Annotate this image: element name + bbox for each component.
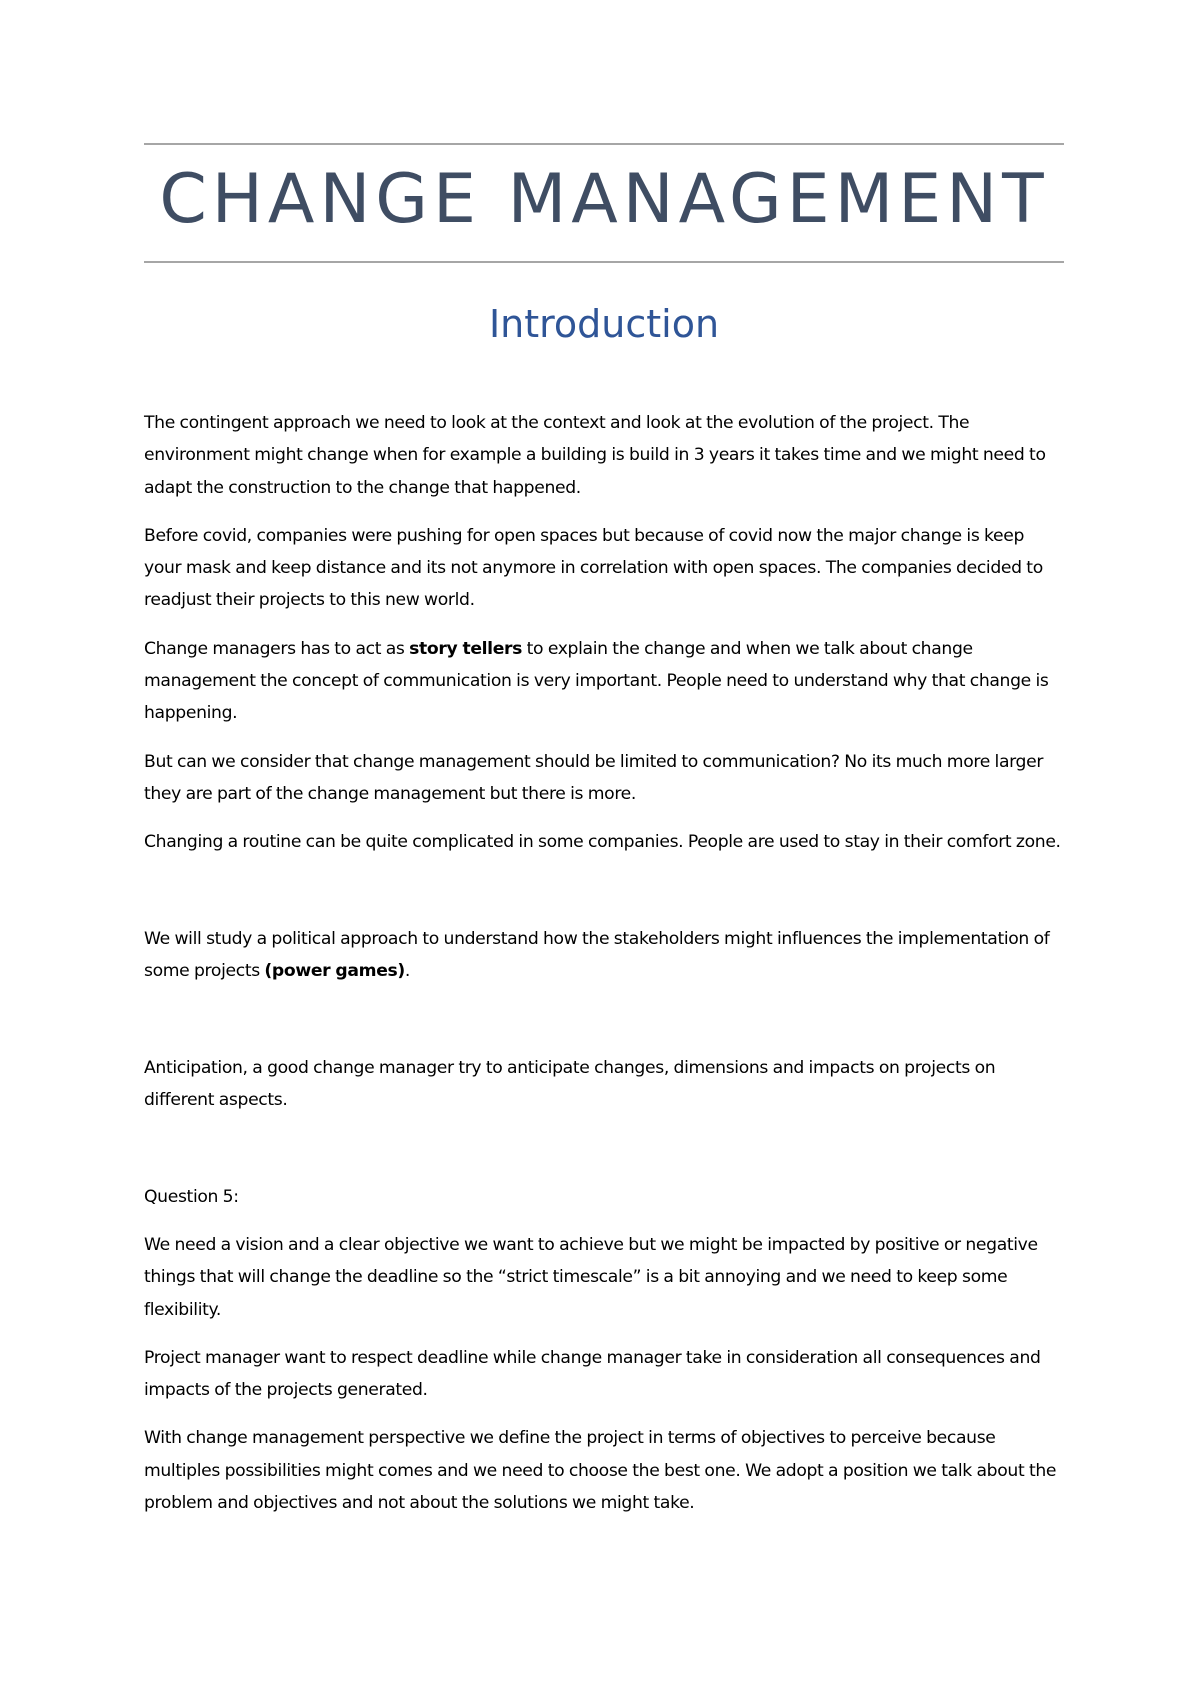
- blank-line: [144, 891, 1064, 923]
- paragraph-story-tellers-text-end: to explain the change and when we talk about change management the concept of communication is very important. People need to understand why that change is happening.: [144, 638, 1049, 724]
- paragraph-political-approach-text-end: .: [404, 961, 411, 982]
- paragraph-communication-limits: But can we consider that change management should be limited to communication? No its much more larger they are part of the change management but there is more.: [144, 751, 1044, 804]
- document-body: [144, 407, 1064, 1535]
- paragraph-story-tellers-text-start: Change managers has to act as: [144, 638, 410, 659]
- bold-power-games: (power games): [264, 961, 405, 982]
- paragraph-vision-objective: We need a vision and a clear objective we want to achieve but we might be impacted by positive or negative things that will change the deadline so the “strict timescale” is a bit annoying and we need to keep some flexibility.: [144, 1234, 1038, 1320]
- document-title: CHANGE MANAGEMENT: [159, 160, 1049, 239]
- bold-story-tellers: story tellers: [409, 638, 523, 659]
- title-top-rule: [144, 143, 1064, 145]
- paragraph-story-tellers: [144, 633, 1064, 730]
- paragraph-change-perspective: With change management perspective we define the project in terms of objectives to perceive because multiples possibilities might comes and we need to choose the best one. We adopt a position we talk about the problem and objectives and not about the solutions we might take.: [144, 1428, 1057, 1514]
- document-page: [144, 0, 1064, 1698]
- paragraph-routine: Changing a routine can be quite complicated in some companies. People are used to stay in their comfort zone.: [144, 832, 1061, 853]
- paragraph-covid-example: Before covid, companies were pushing for open spaces but because of covid now the major change is keep your mask and keep distance and its not anymore in correlation with open spaces. The companies decided to readjust their projects to this new world.: [144, 525, 1043, 611]
- paragraph-political-approach: [144, 923, 1064, 988]
- blank-line: [144, 1148, 1064, 1180]
- paragraph-project-vs-change-manager: Project manager want to respect deadline while change manager take in consideration all consequences and impacts of the projects generated.: [144, 1347, 1041, 1401]
- paragraph-contingent-approach: The contingent approach we need to look at the context and look at the evolution of the project. The environment might change when for example a building is build in 3 years it takes time and we might need to adapt the construction to the change that happened.: [144, 413, 1046, 498]
- paragraph-political-approach-text-start: We will study a political approach to understand how the stakeholders might influences the implementation of some projects: [144, 928, 1050, 982]
- title-bottom-rule: [144, 261, 1064, 263]
- section-heading-introduction: Introduction: [488, 302, 720, 346]
- question-label: Question 5:: [144, 1186, 239, 1207]
- blank-line: [144, 1019, 1064, 1051]
- paragraph-anticipation: Anticipation, a good change manager try to anticipate changes, dimensions and impacts on projects on different aspects.: [144, 1057, 996, 1111]
